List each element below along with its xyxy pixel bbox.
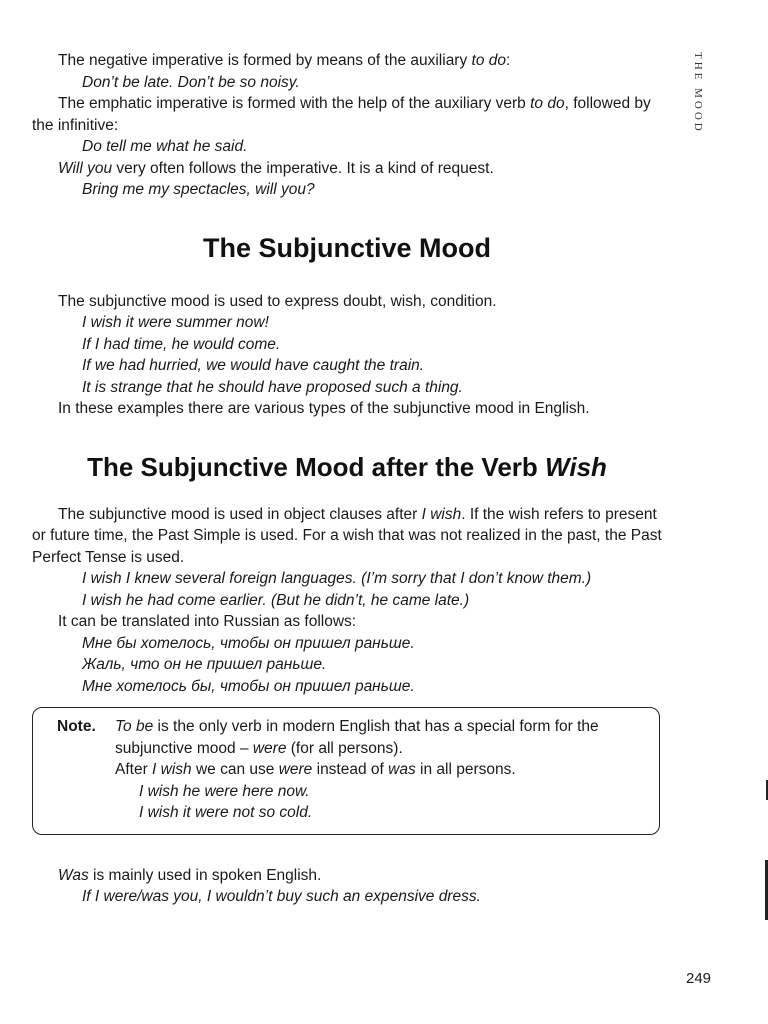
- italic-segment: Жаль, что он не пришел раньше.: [82, 656, 327, 673]
- italic-segment: were: [252, 739, 287, 757]
- text-line: [32, 334, 662, 356]
- text-line: [32, 179, 662, 201]
- italic-segment: Will you: [58, 159, 113, 177]
- text-segment: In these examples there are various types of the subjunctive mood in English.: [58, 400, 590, 417]
- heading-text: The Subjunctive Mood after the Verb: [87, 451, 546, 482]
- text-line: [32, 93, 662, 136]
- italic-segment: Bring me my spectacles, will you?: [82, 181, 315, 198]
- italic-segment: If I were/was you, I wouldn’t buy such an expensive dress.: [82, 888, 481, 905]
- italic-segment: I wish it were summer now!: [82, 314, 269, 331]
- text-segment: It can be translated into Russian as follows:: [58, 613, 357, 630]
- page-content: [32, 50, 662, 908]
- text-line: [115, 716, 647, 759]
- italic-segment: were: [278, 761, 313, 778]
- text-line: [32, 568, 662, 590]
- text-line: [32, 72, 662, 94]
- italic-segment: I wish: [421, 505, 462, 523]
- was-section: [32, 865, 662, 908]
- text-segment: The emphatic imperative is formed with the help of the auxiliary verb: [58, 95, 531, 112]
- italic-segment: I wish he had come earlier. (But he didn’t, he came late.): [82, 591, 470, 609]
- text-line: [115, 781, 647, 803]
- italic-segment: I wish I knew several foreign languages. (I’m sorry that I don’t know them.): [82, 570, 592, 587]
- note-body: [115, 716, 647, 824]
- text-line: [32, 633, 662, 655]
- page-number: 249: [686, 970, 712, 987]
- text-segment: (for all persons).: [286, 739, 403, 757]
- text-segment: The subjunctive mood is used in object clauses after: [58, 505, 422, 523]
- italic-segment: If we had hurried, we would have caught the train.: [82, 357, 425, 374]
- italic-segment: If I had time, he would come.: [82, 335, 281, 353]
- italic-segment: Don’t be late. Don’t be so noisy.: [82, 73, 300, 91]
- heading-subjunctive-mood: The Subjunctive Mood: [203, 232, 491, 263]
- italic-segment: Мне хотелось бы, чтобы он пришел раньше.: [82, 677, 415, 695]
- text-line: [32, 50, 662, 72]
- text-line: [32, 676, 662, 698]
- italic-segment: I wish he were here now.: [139, 782, 310, 800]
- italic-segment: To be: [115, 718, 154, 735]
- text-line: [32, 611, 662, 633]
- subjunctive-section: [32, 291, 662, 420]
- text-line: [32, 312, 662, 334]
- text-line: [32, 504, 662, 569]
- text-segment: The subjunctive mood is used to express doubt, wish, condition.: [58, 292, 497, 310]
- text-line: [32, 398, 662, 420]
- note-box: [32, 707, 660, 835]
- italic-segment: Do tell me what he said.: [82, 138, 248, 155]
- italic-segment: I wish: [152, 761, 192, 778]
- italic-segment: to do: [471, 52, 507, 69]
- text-line: [32, 355, 662, 377]
- text-segment: instead of: [312, 761, 389, 778]
- italic-segment: Was: [58, 866, 89, 884]
- text-line: [32, 865, 662, 887]
- text-line: [32, 136, 662, 158]
- italic-segment: It is strange that he should have proposed such a thing.: [82, 378, 463, 396]
- wish-section: [32, 504, 662, 698]
- text-line: [32, 158, 662, 180]
- text-line: [32, 590, 662, 612]
- text-segment: is the only verb in modern English that has a special form for the subjunctive mood –: [115, 718, 599, 757]
- text-segment: in all persons.: [415, 761, 516, 778]
- text-segment: . If the wish refers to present or future time, the Past Simple is used. For a wish that was not realized in the past, the Past Perfect Tense is used.: [32, 505, 662, 566]
- note-label: Note.: [57, 718, 96, 735]
- chapter-side-tab: THE MOOD: [692, 52, 704, 134]
- text-segment: we can use: [191, 761, 279, 778]
- heading-italic-word: Wish: [545, 451, 607, 482]
- text-segment: After: [115, 761, 153, 778]
- text-line: [32, 377, 662, 399]
- text-line: [115, 802, 647, 824]
- italic-segment: Мне бы хотелось, чтобы он пришел раньше.: [82, 634, 415, 652]
- text-line: [32, 886, 662, 908]
- text-segment: The negative imperative is formed by means of the auxiliary: [58, 52, 472, 69]
- text-segment: is mainly used in spoken English.: [88, 866, 322, 884]
- text-line: [32, 654, 662, 676]
- italic-segment: to do: [530, 95, 565, 112]
- text-segment: , followed by the infinitive:: [32, 95, 651, 134]
- heading-subjunctive-after-wish: [32, 450, 662, 484]
- imperative-section: [32, 50, 662, 201]
- italic-segment: I wish it were not so cold.: [139, 804, 313, 821]
- text-segment: very often follows the imperative. It is a kind of request.: [112, 159, 494, 177]
- text-segment: :: [506, 52, 511, 69]
- text-line: [115, 759, 647, 781]
- text-line: [32, 291, 662, 313]
- italic-segment: was: [388, 761, 416, 778]
